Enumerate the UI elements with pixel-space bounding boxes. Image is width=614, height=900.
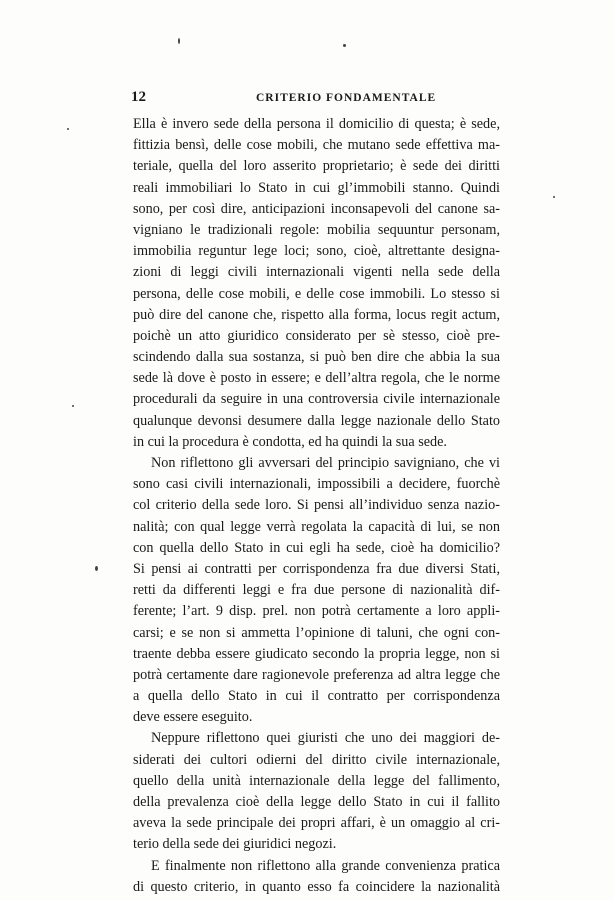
text-line: a quella dello Stato in cui il contratto per corrispondenza xyxy=(133,688,500,705)
text-line: sede là dove è posto in essere; e dell’altra regola, che le norme xyxy=(133,370,500,387)
text-line: Ella è invero sede della persona il domicilio di questa; è sede, xyxy=(133,116,500,132)
text-line: sono casi civili internazionali, impossibili a decidere, fuorchè xyxy=(133,476,500,493)
text-line: teriale, quella del loro asserito proprietario; è sede dei diritti xyxy=(133,158,500,175)
text-line: deve essere eseguito. xyxy=(133,709,253,726)
text-line: poichè un atto giuridico considerato per sè stesso, cioè pre- xyxy=(133,327,500,344)
text-line: carsi; e se non si ammetta l’opinione di taluni, che ogni con- xyxy=(133,624,500,641)
text-line: retti da differenti leggi e fra due persone di nazionalità dif- xyxy=(133,582,500,599)
running-title: CRITERIO FONDAMENTALE xyxy=(256,92,437,104)
text-line: persona, delle cose mobili, e delle cose immobili. Lo stesso si xyxy=(133,285,500,302)
text-line: di questo criterio, in quanto esso fa coincidere la nazionalità xyxy=(133,878,500,895)
page-number: 12 xyxy=(131,89,146,105)
text-line: terio della sede dei giuridici negozi. xyxy=(133,836,337,853)
text-line: può dire del canone che, rispetto alla forma, locus regit actum, xyxy=(133,306,500,323)
text-line: sono, per così dire, anticipazioni inconsapevoli del canone sa- xyxy=(133,200,500,217)
text-line: aveva la sede principale dei propri affari, è un omaggio al cri- xyxy=(133,815,500,832)
text-line: procedurali da seguire in una controversia civile internazionale xyxy=(133,391,500,408)
text-line: in cui la procedura è condotta, ed ha quindi la sua sede. xyxy=(133,433,447,450)
text-line: ferente; l’art. 9 disp. prel. non potrà certamente a loro appli- xyxy=(133,603,500,620)
text-line: con quella dello Stato in cui egli ha sede, cioè ha domicilio? xyxy=(133,539,500,556)
text-line: della prevalenza cioè della legge dello Stato in cui il fallito xyxy=(133,794,500,810)
text-line: scindendo dalla sua sostanza, si può ben dire che abbia la sua xyxy=(133,349,500,366)
text-line: Non riflettono gli avversari del principio savigniano, che vi xyxy=(151,455,500,471)
scan-speck xyxy=(343,44,346,47)
scan-speck xyxy=(178,38,180,44)
text-line: nalità; con qual legge verrà regolata la capacità di lui, se non xyxy=(133,518,500,535)
text-line: fittizia bensì, delle cose mobili, che mutano sede effettiva ma- xyxy=(133,137,500,154)
scan-speck xyxy=(67,128,69,130)
page-header xyxy=(131,89,498,109)
text-line: Neppure riflettono quei giuristi che uno dei maggiori de- xyxy=(151,730,500,747)
text-line: siderati dei cultori odierni del diritto civile internazionale, xyxy=(133,751,500,768)
text-line: col criterio della sede loro. Si pensi all’individuo senza nazio- xyxy=(133,497,500,514)
text-line: immobilia reguntur lege loci; sono, cioè, altrettante designa- xyxy=(133,243,500,260)
text-line: E finalmente non riflettono alla grande convenienza pratica xyxy=(151,857,500,874)
text-line: qualunque devonsi desumere dalla legge nazionale dello Stato xyxy=(133,412,500,429)
scan-speck xyxy=(95,566,98,571)
scan-speck xyxy=(553,196,555,198)
text-line: quello della unità internazionale della legge del fallimento, xyxy=(133,772,500,789)
text-line: traente debba essere giudicato secondo la propria legge, non si xyxy=(133,645,500,662)
scan-speck xyxy=(72,405,74,407)
body-text xyxy=(133,114,500,898)
text-line: zioni di leggi civili internazionali vigenti nella sede della xyxy=(133,264,500,281)
text-line: Si pensi ai contratti per corrispondenza fra due diversi Stati, xyxy=(133,560,500,577)
text-line: vigniano le tradizionali regole: mobilia sequuntur personam, xyxy=(133,221,500,238)
text-line: potrà certamente dare ragionevole preferenza ad altra legge che xyxy=(133,666,500,683)
text-line: reali immobiliari lo Stato in cui gl’immobili stanno. Quindi xyxy=(133,179,500,196)
